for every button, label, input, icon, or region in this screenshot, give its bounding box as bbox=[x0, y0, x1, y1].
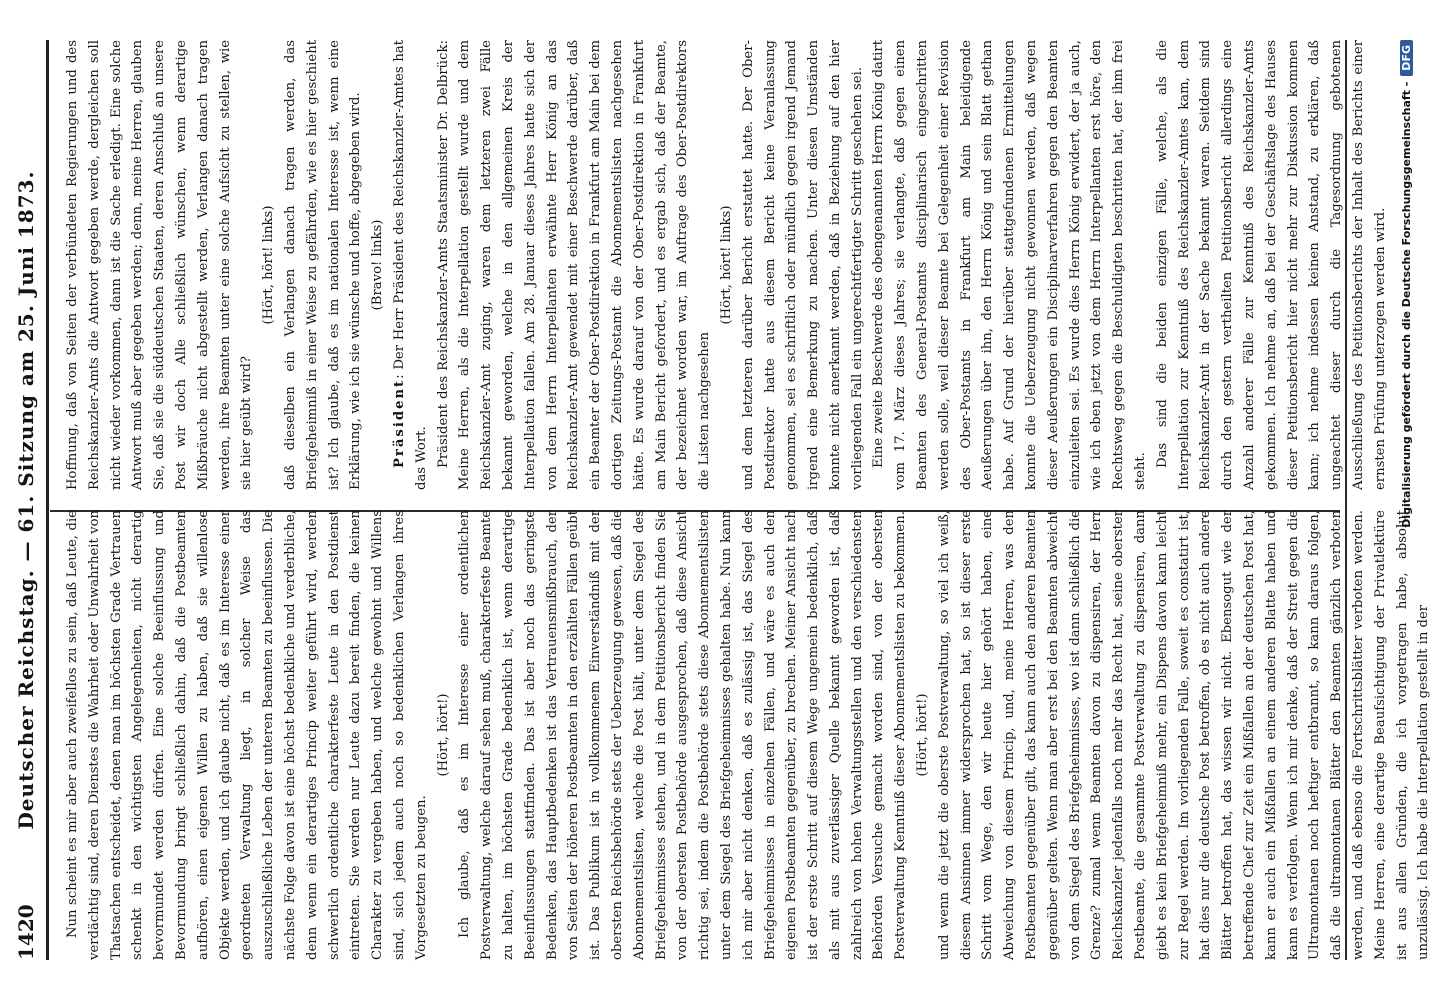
paragraph: und wenn die jetzt die oberste Postverwaltung, so viel ich weiß, diesem Ansinnen immer widersprochen hat, so ist dieser erste Schritt vom Wege, den wir heute hier gehört haben, eine Abweichung von diesem Princip, und, meine Herren, was den Postbeamten gegenüber gilt, das kann auch den anderen Beamten gegenüber gelten. Wenn man aber erst bei den Beamten abweicht von dem Siegel des Briefgeheimnisses, wo ist dann schließlich die Grenze? zumal wenn Beamten davon zu dispensiren, der Herr Reichskanzler jedenfalls noch mehr das Recht hat, seine oberster Postbeamte, die gesammte Postverwaltung zu dispensiren, dann giebt es kein Briefgeheimniß mehr, ein Dispens davon kann leicht zur Regel werden. Im vorliegenden Falle, soweit es constatirt ist, hat dies nur die deutsche Post betroffen, ob es nicht auch andere Blätter betroffen hat, das wissen wir nicht. Ebensogut wie der betreffende Chef zur Zeit ein Mißfallen an der deutschen Post hat, kann er auch ein Mißfallen an einem anderen Blatte haben und kann es verfolgen. Wenn ich mir denke, daß der Streit gegen die Ultramontanen noch heftiger entbrannt, so kann daraus folgen, daß die ultramontanen Blätter den Beamten gänzlich verboten werden, und daß ebenso die Fortschrittsblätter verboten werden. Meine Herren, eine derartige Beaufsichtigung der Privatlektüre ist aus allen Gründen, die ich vorgetragen habe, absolut unzulässig. Ich habe die Interpellation gestellt in der bbox=[936, 510, 1432, 960]
paragraph: Hoffnung, daß von Seiten der verbündeten Regierungen und des Reichskanzler-Amts die Antwort gegeben werde, dergleichen soll nicht wieder vorkommen, dann ist die Sache erledigt. Eine solche Antwort muß aber gegeben werden; denn, meine Herren, glauben Sie, daß sie die süddeutschen Staaten, deren Anschluß an unsere Post wir doch Alle schließlich wünschen, wenn derartige Mißbräuche nicht abgestellt werden, Verlangen danach tragen werden, ihre Beamten unter eine solche Aufsicht zu stellen, wie sie hier geübt wird? bbox=[65, 40, 255, 490]
paragraph: Ich glaube, daß es im Interesse einer ordentlichen Postverwaltung, welche darauf sehen muß, charakterfeste Beamte zu halten, im höchsten Grade bedenklich ist, wenn derartige Beeinflussungen stattfinden. Das ist aber noch das geringste Bedenken, das Hauptbedenken ist das Vertrauensmißbrauch, der von Seiten der höheren Postbeamten in den erzählten Fällen geübt ist. Das Publikum ist in vollkommenem Einverständniß mit der obersten Reichsbehörde stets der Ueberzeugung gewesen, daß die Abonnementslisten, welche die Post hält, unter dem Siegel des Briefgeheimnisses stehen, und in dem Petitionsbericht finden Sie von der obersten Postbehörde ausgesprochen, daß diese Ansicht richtig sei, indem die Postbehörde stets diese Abonnementslisten unter dem Siegel des Briefgeheimnisses gehalten habe. Nun kann ich mir aber nicht denken, daß es zulässig ist, das Siegel des Briefgeheimnisses in einzelnen Fällen, und wäre es auch den eigenen Postbeamten gegenüber, zu brechen. Meiner Ansicht nach ist der erste Schritt auf diesem Wege ungemein bedenklich, daß als mit aus zuverlässiger Quelle bekannt geworden ist, daß zahlreich von hohen Verwaltungsstellen und den verschiedensten Behörden Versuche gemacht worden sind, von der obersten Postverwaltung Kenntniß dieser Abonnementslisten zu bekommen. bbox=[457, 510, 909, 960]
interjection: (Hört, hört! links) bbox=[261, 205, 277, 325]
interjection: (Hört, hört! links) bbox=[718, 205, 734, 325]
page-header bbox=[8, 40, 49, 960]
speaker-label: Präsident bbox=[391, 378, 407, 468]
interjection: (Hört, hört!) bbox=[435, 693, 451, 777]
bottom-rule bbox=[1345, 40, 1347, 960]
page-number: 1420 bbox=[14, 904, 38, 960]
credit-text: Digitalisierung gefördert durch die Deutsche Forschungsgemeinschaft - bbox=[1400, 81, 1413, 528]
paragraph: Eine zweite Beschwerde des obengenannten Herrn König datirt vom 17. März dieses Jahres; sie verlangte, daß gegen einen Beamten des General-Postamts disciplinarisch eingeschritten werden solle, weil dieser Beamte bei Gelegenheit einer Revision des Ober-Postamts in Frankfurt am Main beleidigende Aeußerungen über ihn, den Herrn König und sein Blatt gethan habe. Auf Grund der hierüber stattgefundenen Ermittelungen konnte die Ueberzeugung nicht gewonnen werden, daß wegen dieser Aeußerungen ein Disciplinarverfahren gegen den Beamten einzuleiten sei. Es wurde dies Herrn König erwidert, der ja auch, wie ich eben jetzt von dem Herrn Interpellanten erst höre, den Rechtsweg gegen die Beschuldigten beschritten hat, der ihm frei steht. bbox=[871, 40, 1149, 490]
paragraph: Präsident des Reichskanzler-Amts Staatsminister Dr. Delbrück: Meine Herren, als die Interpellation gestellt wurde und dem Reichskanzler-Amt zuging, waren dem letzteren zwei Fälle bekannt geworden, welche in den allgemeinen Kreis der Interpellation fallen. Am 28. Januar dieses Jahres hatte sich der von dem Herrn Interpellanten erwähnte Herr König an das Reichskanzler-Amt gewendet mit einer Beschwerde darüber, daß ein Beamter der Ober-Postdirektion in Frankfurt am Main bei dem dortigen Zeitungs-Postamt die Abonnementslisten nachgesehen hätte. Es wurde darauf von der Ober-Postdirektion in Frankfurt am Main Bericht gefordert, und es ergab sich, daß der Beamte, der bezeichnet worden war, im Auftrage des Ober-Postdirektors die Listen nachgesehen bbox=[435, 40, 713, 490]
paragraph: Das sind die beiden einzigen Fälle, welche, als die Interpellation zur Kenntniß des Reichskanzler-Amtes kam, dem Reichskanzler-Amt in der Sache bekannt waren. Seitdem sind durch den gestern vertheilten Petitionsbericht allerdings eine Anzahl anderer Fälle zur Kenntniß des Reichskanzler-Amts gekommen. Ich nehme an, daß bei der Geschäftslage des Hauses dieser Petitionsbericht hier nicht mehr zur Diskussion kommen kann; ich nehme indessen keinen Anstand, zu erklären, daß ungeachtet dieser durch die Tagesordnung gebotenen Ausschließung des Petitionsberichts der Inhalt des Berichts einer ernsten Prüfung unterzogen werden wird. bbox=[1154, 40, 1388, 490]
digitization-credit bbox=[1400, 40, 1413, 960]
left-column bbox=[62, 510, 1432, 960]
president-announcement bbox=[389, 40, 433, 490]
paragraph: daß dieselben ein Verlangen danach tragen werden, das Briefgeheimniß in einer Weise zu gefährden, wie es hier geschieht ist? Ich glaube, daß es im nationalen Interesse ist, wenn eine Erklärung, wie ich sie wünsche und hoffe, abgegeben wird. bbox=[282, 40, 364, 490]
right-column bbox=[62, 40, 1392, 490]
announcement-text: : Der Herr Präsident des Reichskanzler-Amtes hat das Wort. bbox=[391, 40, 429, 490]
paragraph: Nun scheint es mir aber auch zweifellos zu sein, daß Leute, die verdächtig sind, deren Dienstes die Wahrheit oder Unwahrheit von Thatsachen entscheidet, denen man im höchsten Grade Vertrauen schenkt in den wichtigsten Angelegenheiten, nicht derartig bevormundet werden dürfen. Eine solche Beeinflussung und Bevormundung bringt schließlich dahin, daß die Postbeamten aufhören, einen eigenen Willen zu haben, daß sie willenlose Objekte werden, und ich glaube nicht, daß es im Interesse einer geordneten Verwaltung liegt, in solcher Weise das auszuschließliche Leben der unteren Beamten zu beeinflussen. Die nächste Folge davon ist eine höchst bedenkliche und verderbliche, denn wenn ein derartiges Princip weiter geführt wird, werden schwerlich ordentliche charakterfeste Leute in den Postdienst eintreten. Sie werden nur Leute dazu bereit finden, die keinen Charakter zu vergeben haben, und welche gewohnt und Willens sind, sich jedem auch noch so bedenklichen Verlangen ihres Vorgesetzten zu beugen. bbox=[65, 510, 429, 960]
interjection: (Hört, hört!) bbox=[915, 693, 931, 777]
interjection: (Bravo! links) bbox=[370, 219, 386, 311]
paragraph: und dem letzteren darüber Bericht erstattet hatte. Der Ober-Postdirektor hatte aus diesem Bericht keine Veranlassung genommen, sei es schriftlich oder mündlich gegen irgend Jemand irgend eine Bemerkung zu machen. Unter diesen Umständen konnte nicht anerkannt werden, daß in Beziehung auf den hier vorliegenden Fall ein ungerechtfertigter Schritt geschehen sei. bbox=[740, 40, 865, 490]
dfg-logo: DFG bbox=[1400, 40, 1413, 76]
page-title: Deutscher Reichstag. — 61. Sitzung am 25. Juni 1873. bbox=[14, 170, 38, 830]
